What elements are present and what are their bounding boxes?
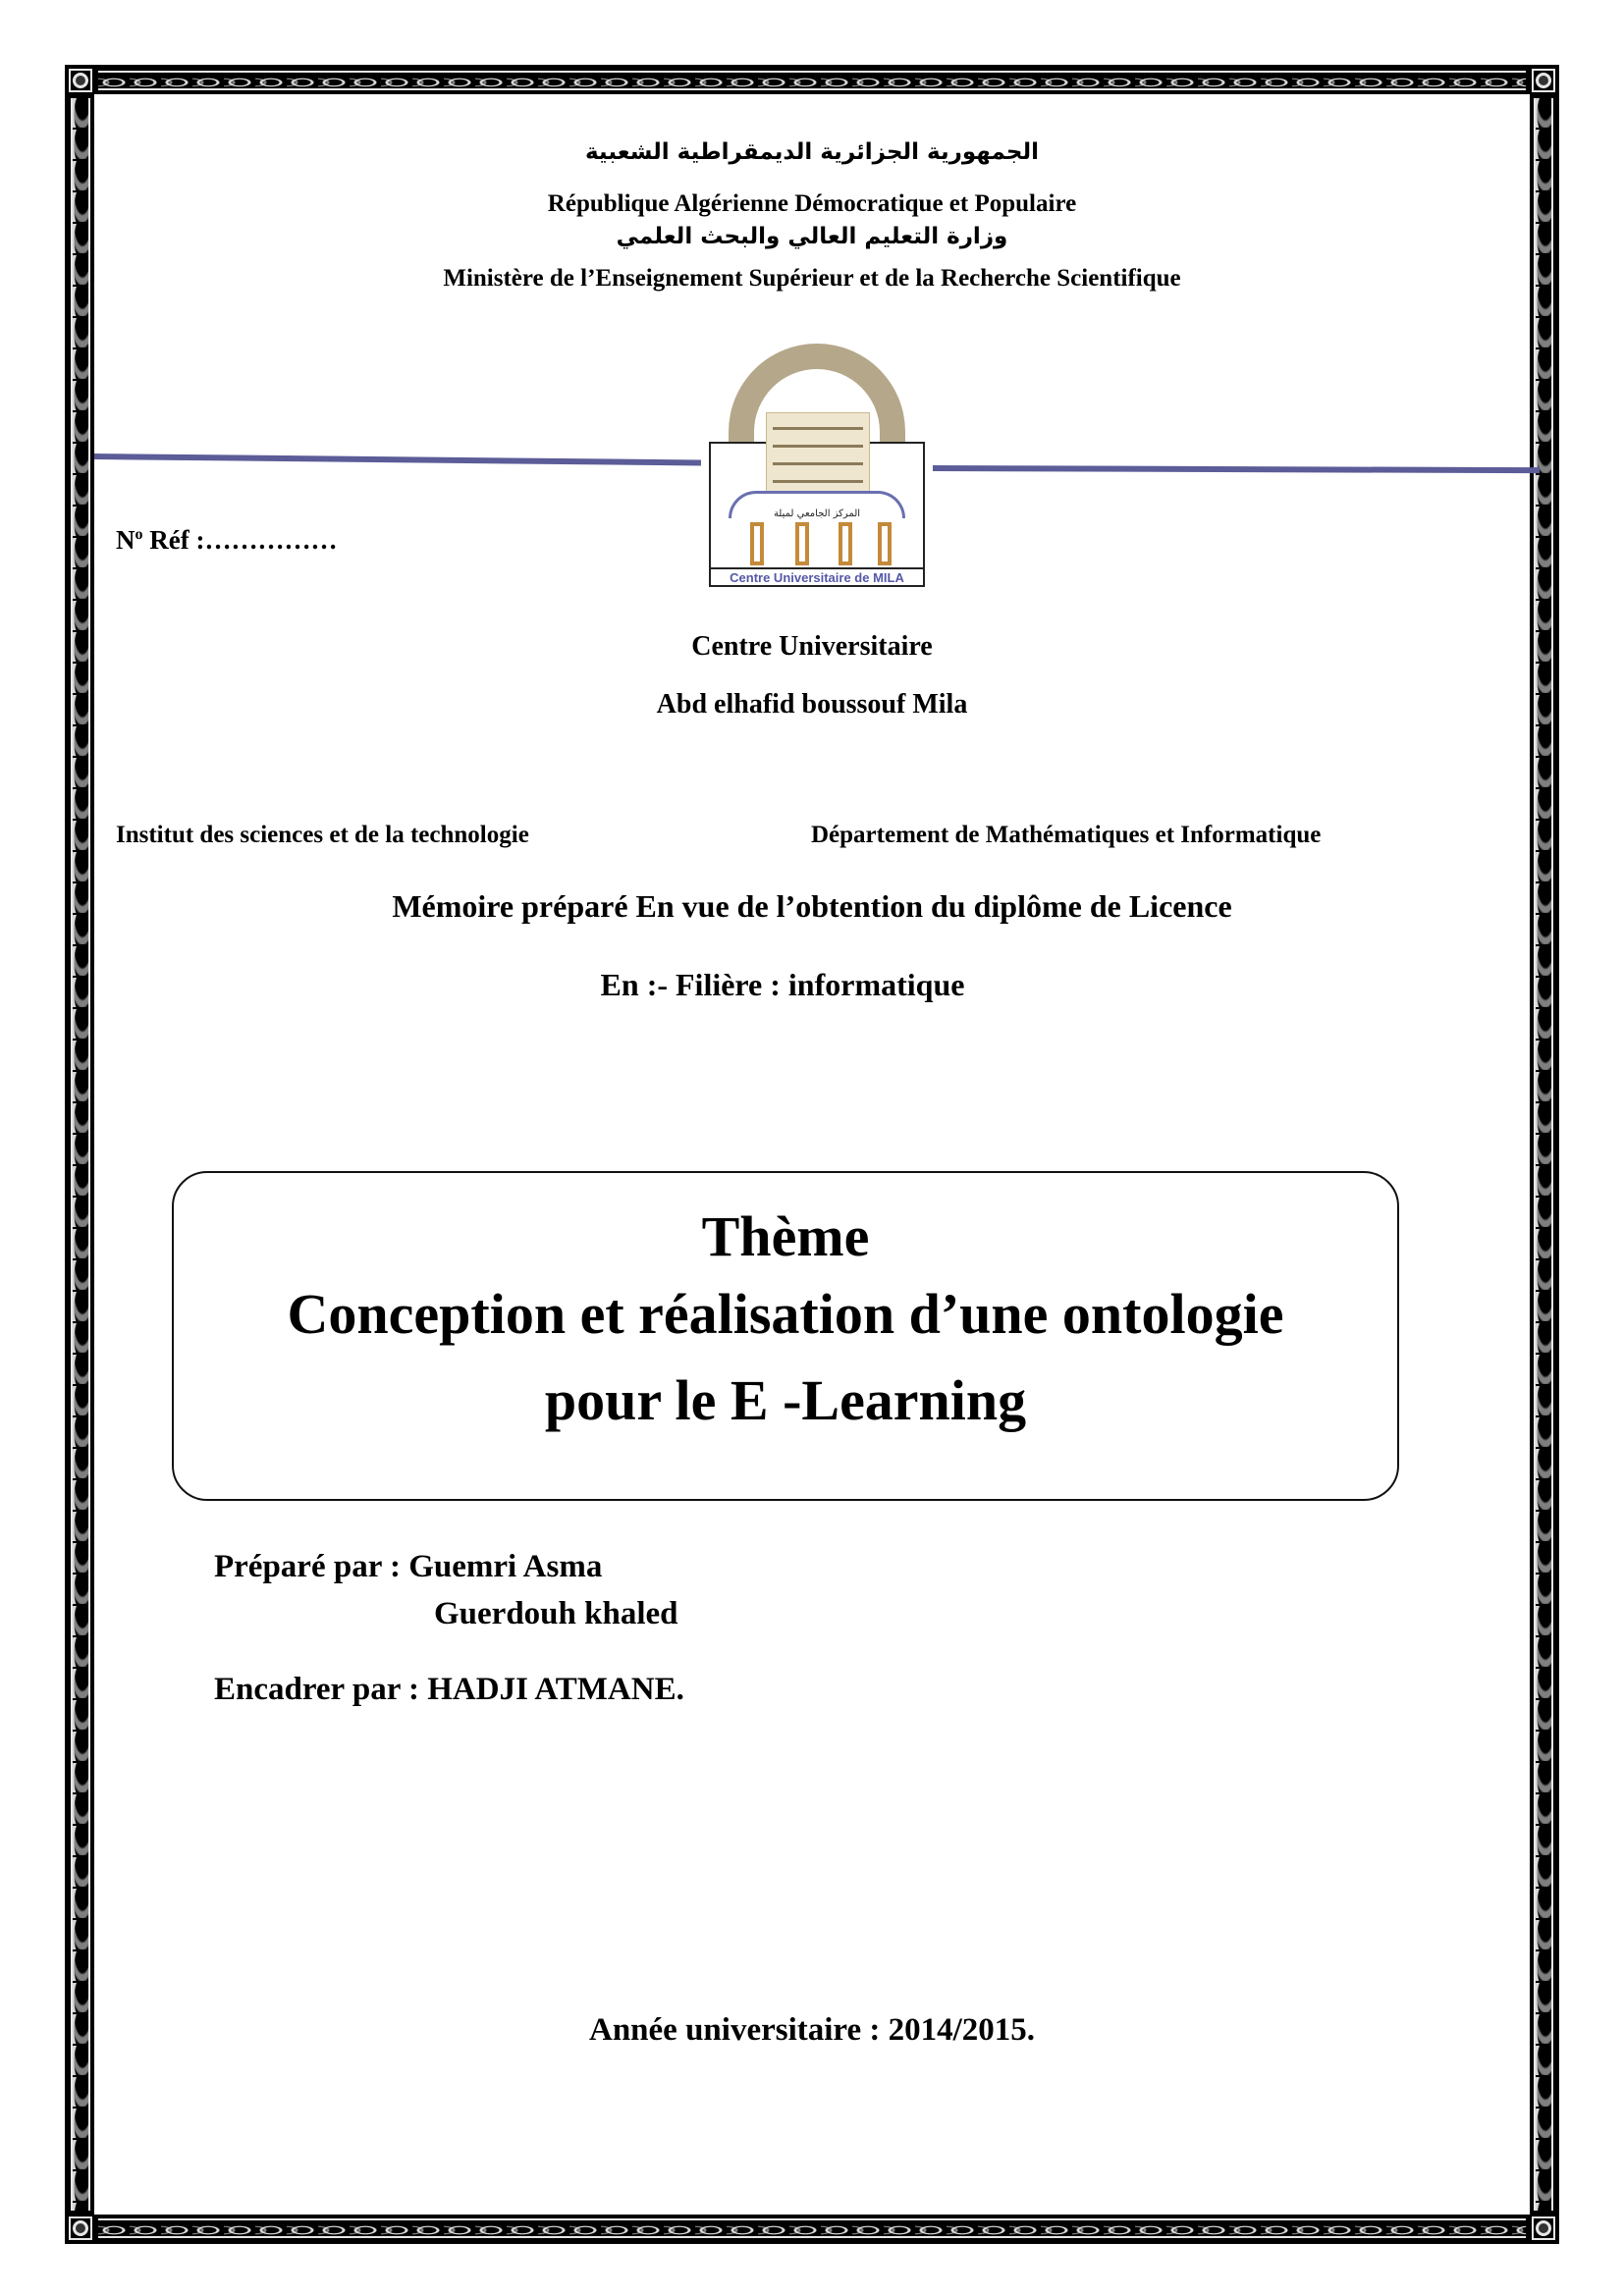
university-name: Centre Universitaire xyxy=(691,631,933,662)
building-floor xyxy=(773,480,863,483)
corner-ornament-icon xyxy=(69,69,92,92)
logo-pillar xyxy=(839,522,852,565)
author-name: Guerdouh khaled xyxy=(434,1596,678,1631)
thesis-title-line1: Conception et réalisation d’une ontologie xyxy=(287,1282,1284,1346)
institute-name: Institut des sciences et de la technologie xyxy=(116,822,529,848)
university-logo xyxy=(709,344,925,589)
border-band-top xyxy=(98,71,1526,90)
logo-pillar xyxy=(795,522,809,565)
supervisor-name: HADJI ATMANE. xyxy=(427,1672,684,1707)
border-band-right xyxy=(1534,98,1553,2211)
authors-block xyxy=(214,1543,678,1637)
header-arabic-republic: الجمهورية الجزائرية الديمقراطية الشعبية xyxy=(584,139,1040,165)
supervisor-block xyxy=(214,1672,684,1708)
thesis-title-line2: pour le E -Learning xyxy=(544,1368,1027,1432)
logo-building-icon xyxy=(766,412,870,503)
corner-ornament-icon xyxy=(1532,69,1555,92)
degree-field: En :- Filière : informatique xyxy=(600,967,965,1002)
university-location: Abd elhafid boussouf Mila xyxy=(656,689,968,720)
header-arabic-ministry: وزارة التعليم العالي والبحث العلمي xyxy=(616,224,1008,249)
department-name: Département de Mathématiques et Informatique xyxy=(811,822,1322,848)
reference-number xyxy=(116,525,337,556)
reference-dots: Réf :…………… xyxy=(142,525,338,555)
authors-label: Préparé par : xyxy=(214,1549,409,1584)
reference-label: N xyxy=(116,525,135,555)
building-floor xyxy=(773,462,863,465)
corner-ornament-icon xyxy=(69,2216,92,2240)
logo-caption: Centre Universitaire de MILA xyxy=(711,567,923,587)
building-floor xyxy=(773,427,863,430)
corner-ornament-icon xyxy=(1532,2216,1555,2240)
header-ministry: Ministère de l’Enseignement Supérieur et de la Recherche Scientifique xyxy=(443,265,1181,292)
border-band-left xyxy=(71,98,90,2211)
supervisor-label: Encadrer par : xyxy=(214,1672,428,1707)
building-floor xyxy=(773,445,863,448)
author-name: Guemri Asma xyxy=(408,1549,603,1584)
border-band-bottom xyxy=(98,2218,1526,2238)
theme-box xyxy=(172,1171,1399,1501)
logo-arabic-text: المركز الجامعي لميلة xyxy=(773,508,861,519)
logo-pillar xyxy=(878,522,892,565)
reference-superscript: o xyxy=(135,526,143,543)
header-republic: République Algérienne Démocratique et Populaire xyxy=(547,190,1077,217)
academic-year: Année universitaire : 2014/2015. xyxy=(588,2012,1036,2048)
theme-heading: Thème xyxy=(701,1204,870,1268)
degree-statement: Mémoire préparé En vue de l’obtention du diplôme de Licence xyxy=(392,888,1232,924)
logo-pillar xyxy=(750,522,764,565)
